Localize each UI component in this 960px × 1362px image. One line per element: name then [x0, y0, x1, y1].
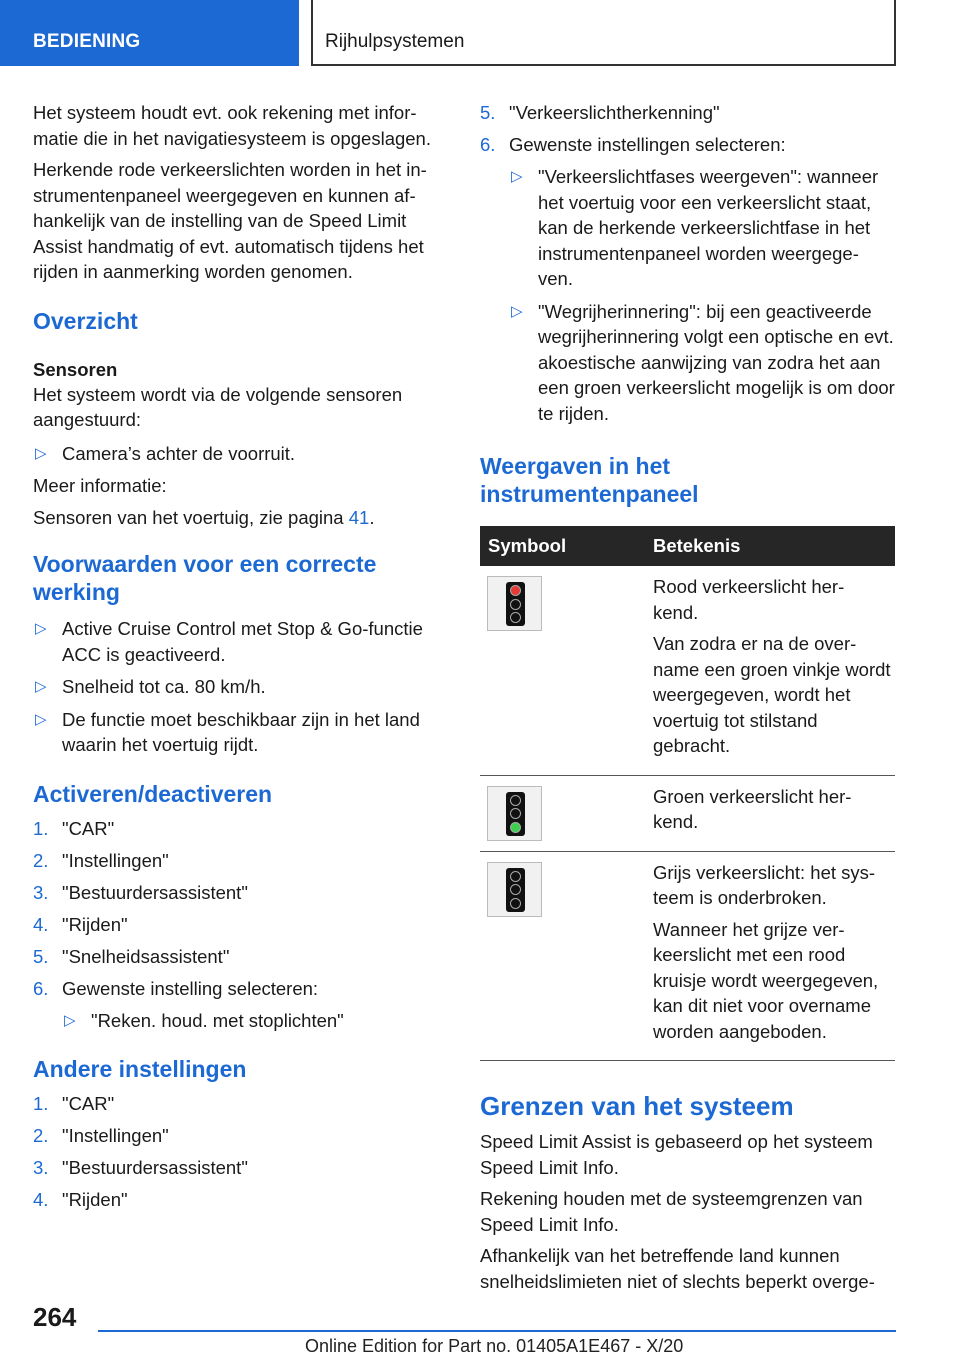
list-item: ▷ Snelheid tot ca. 80 km/h.: [33, 674, 443, 700]
limits-paragraph-2: Rekening houden met de systeemgrenzen van Speed Limit Info.: [480, 1188, 863, 1235]
step-item: 2. "Instellingen": [33, 1125, 169, 1146]
table-row: [480, 775, 895, 851]
step-item: 2. "Instellingen": [33, 849, 169, 871]
limits-paragraph-1: Speed Limit Assist is gebaseerd op het systeem Speed Limit Info.: [480, 1131, 873, 1178]
symbol-table: [480, 526, 895, 1061]
display-heading: Weergaven in het instrumentenpaneel: [480, 453, 699, 507]
list-item: ▷ Camera’s achter de voorruit.: [33, 441, 443, 467]
list-item: ▷ Active Cruise Control met Stop & Go-functie ACC is geactiveerd.: [35, 618, 423, 665]
meaning-text: Grijs verkeerslicht: het sys‐ teem is onderbroken.: [653, 861, 876, 908]
limits-heading: Grenzen van het systeem: [480, 1091, 794, 1121]
more-info-label: Meer informatie:: [33, 475, 167, 496]
page-link[interactable]: 41: [348, 506, 370, 528]
edition-text: Online Edition for Part no. 01405A1E467 - X/20: [305, 1336, 684, 1356]
step-item: 3. "Bestuurdersassistent": [33, 881, 248, 903]
triangle-bullet-icon: ▷: [35, 678, 47, 695]
triangle-bullet-icon: ▷: [35, 620, 47, 637]
step-item: 4. "Rijden": [33, 1189, 128, 1210]
overview-heading: Overzicht: [33, 307, 138, 334]
step-item: 6. Gewenste instellingen selecteren:: [480, 134, 786, 155]
intro-paragraph-1: Het systeem houdt evt. ook rekening met infor‐ matie die in het navigatiesysteem is opgeslagen.: [33, 102, 431, 149]
sensors-reference: Sensoren van het voertuig, zie pagina 41.: [33, 506, 375, 528]
meaning-text: Van zodra er na de over‐ name een groen vinkje wordt weergegeven, wordt het voertuig tot stilstand gebracht.: [653, 633, 891, 756]
triangle-bullet-icon: ▷: [64, 1011, 76, 1029]
triangle-bullet-icon: ▷: [511, 302, 523, 320]
activate-heading: Activeren/deactiveren: [33, 780, 273, 807]
other-settings-heading: Andere instellingen: [33, 1056, 247, 1082]
meaning-text: Groen verkeerslicht her‐ kend.: [653, 785, 852, 832]
right-column: [480, 100, 895, 1300]
step-item: 6. Gewenste instelling selecteren:: [33, 977, 319, 999]
step-item: 1. "CAR": [33, 817, 115, 839]
conditions-heading: Voorwaarden voor een correcte werking: [33, 551, 377, 605]
traffic-light-icon: [487, 576, 542, 631]
limits-paragraph-3: Afhankelijk van het betreffende land kunnen snelheidslimieten niet of slechts beperkt overge‐: [480, 1245, 875, 1292]
topic-title: Rijhulpsystemen: [311, 0, 896, 66]
list-item: ▷ "Verkeerslichtfases weergeven": wanneer het voertuig voor een verkeerslicht staat, kan de herkende verkeerslichtfase in het instrumentenpaneel worden weergege‐ ven.: [511, 166, 879, 289]
traffic-light-icon: [487, 786, 542, 841]
step-item: 5. "Verkeerslichtherkenning": [480, 102, 720, 123]
step-item: 5. "Snelheidsassistent": [33, 945, 230, 967]
list-item: ▷ "Reken. houd. met stoplichten": [62, 1008, 443, 1034]
section-tab: BEDIENING: [0, 0, 299, 66]
meaning-text: Rood verkeerslicht her‐ kend.: [653, 576, 845, 623]
step-item: 4. "Rijden": [33, 913, 128, 935]
footer-divider: [98, 1330, 896, 1332]
column-header-meaning: Betekenis: [640, 526, 895, 566]
page-number: 264: [33, 1302, 77, 1332]
traffic-light-icon: [487, 862, 542, 917]
table-row: [480, 851, 895, 1061]
triangle-bullet-icon: ▷: [35, 444, 47, 462]
step-item: 1. "CAR": [33, 1093, 115, 1114]
intro-paragraph-2: Herkende rode verkeerslichten worden in het in‐ strumentenpaneel weergegeven en kunnen af‐ hankelijk van de instelling van de Speed Limit Assist handmatig of evt. automatisch tijdens het rijden in aanmerking worden genomen.: [33, 159, 427, 282]
triangle-bullet-icon: ▷: [511, 168, 523, 185]
table-header-row: [480, 526, 895, 566]
meaning-text: Wanneer het grijze ver‐ keerslicht met een rood kruisje wordt weergegeven, kan dit niet voor overname worden aangeboden.: [653, 918, 879, 1042]
triangle-bullet-icon: ▷: [35, 710, 47, 728]
table-row: [480, 566, 895, 775]
sensors-heading: Sensoren: [33, 358, 118, 380]
page-header: [0, 0, 960, 66]
step-item: 3. "Bestuurdersassistent": [33, 1157, 248, 1178]
column-header-symbol: Symbool: [480, 526, 640, 566]
left-column: [33, 100, 443, 1219]
list-item: ▷ De functie moet beschikbaar zijn in het land waarin het voertuig rijdt.: [35, 708, 420, 755]
list-item: ▷ "Wegrijherinnering": bij een geactiveerde wegrijherinnering volgt een optische en evt. akoestische aanwijzing van zodra het aan een groen verkeerslicht mogelijk is om door te rijden.: [511, 300, 895, 424]
sensors-text: Het systeem wordt via de volgende sensoren aangestuurd:: [33, 383, 403, 430]
